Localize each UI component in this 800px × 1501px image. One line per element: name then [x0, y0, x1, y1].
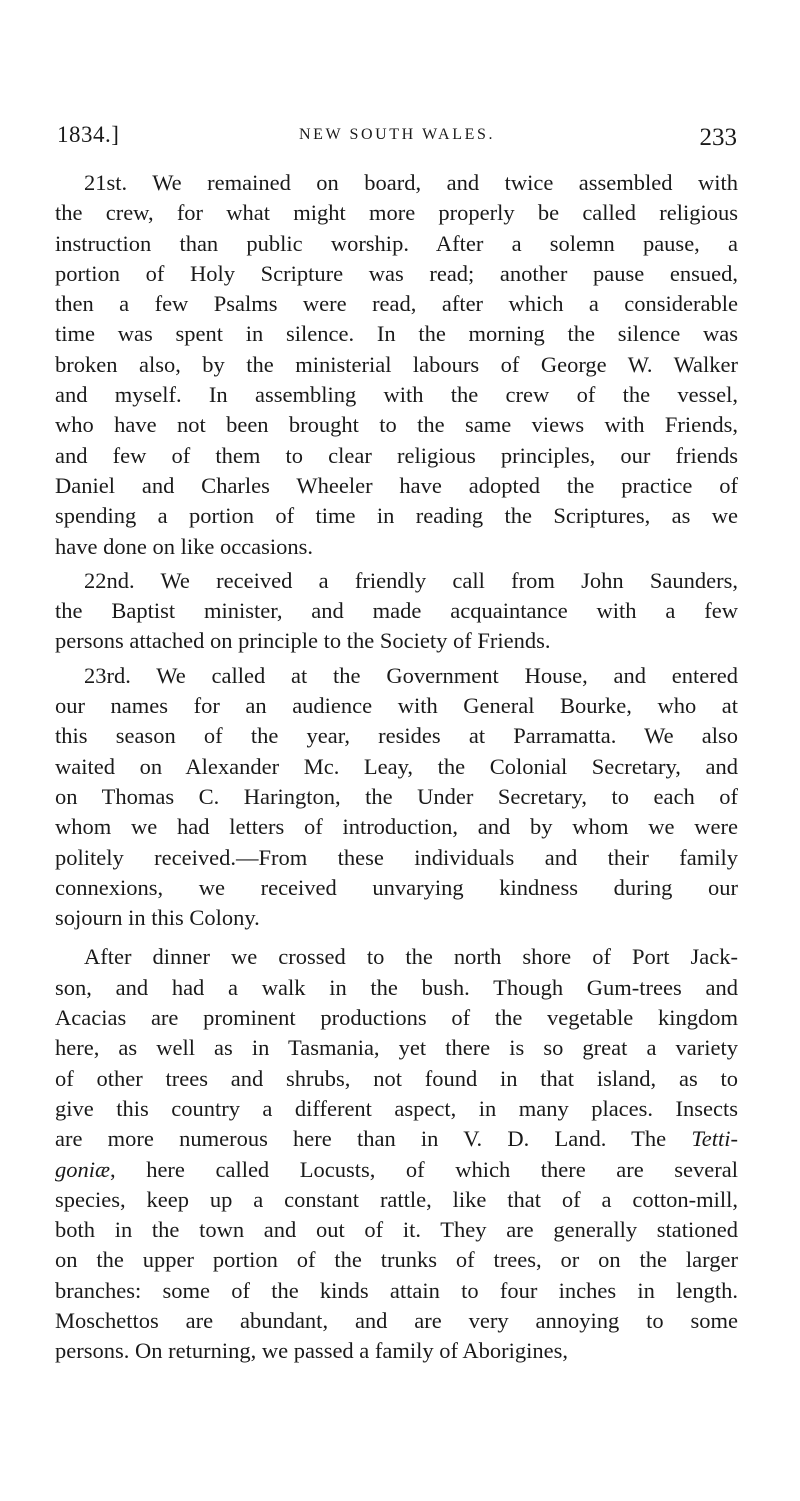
paragraph — [55, 168, 738, 562]
text-line: persons attached on principle to the Society of Friends. — [55, 628, 551, 654]
running-title: NEW SOUTH WALES. — [298, 126, 496, 143]
text-line: the crew, for what might more properly be called religious — [55, 200, 738, 226]
text-line: are more numerous here than in V. D. Land. The Tetti- — [55, 1126, 738, 1152]
paragraph — [55, 661, 738, 934]
text-line: and few of them to clear religious principles, our friends — [55, 442, 738, 468]
text-line: who have not been brought to the same views with Friends, — [55, 412, 738, 438]
page-number: 233 — [699, 124, 737, 151]
text-line: sojourn in this Colony. — [55, 905, 260, 931]
text-line: species, keep up a constant rattle, like that of a cotton-mill, — [55, 1186, 738, 1212]
paragraph — [55, 942, 738, 1366]
text-line: connexions, we received unvarying kindness during our — [55, 874, 738, 900]
text-line: portion of Holy Scripture was read; another pause ensued, — [55, 260, 738, 286]
text-line: 21st. We remained on board, and twice assembled with — [84, 170, 738, 195]
text-line: time was spent in silence. In the morning the silence was — [55, 321, 738, 347]
text-line: on Thomas C. Harington, the Under Secretary, to each of — [55, 783, 738, 809]
text-line: Moschettos are abundant, and are very annoying to some — [55, 1307, 738, 1333]
text-line: 22nd. We received a friendly call from John Saunders, — [84, 567, 738, 593]
text-line: the Baptist minister, and made acquaintance with a few — [55, 598, 738, 624]
header-year: 1834.] — [57, 122, 120, 147]
text-line: son, and had a walk in the bush. Though Gum-trees and — [55, 974, 738, 1000]
text-line: this season of the year, resides at Parramatta. We also — [55, 723, 738, 749]
text-line: instruction than public worship. After a solemn pause, a — [55, 230, 738, 256]
text-line: our names for an audience with General Bourke, who at — [55, 693, 738, 719]
page-body — [55, 168, 738, 1367]
text-line: Acacias are prominent productions of the vegetable kingdom — [55, 1005, 738, 1031]
text-line: 23rd. We called at the Government House, and entered — [84, 662, 738, 688]
text-line: waited on Alexander Mc. Leay, the Colonial Secretary, and — [55, 753, 738, 779]
text-line: and myself. In assembling with the crew of the vessel, — [55, 382, 738, 408]
text-line: spending a portion of time in reading the Scriptures, as we — [55, 503, 738, 529]
text-line: both in the town and out of it. They are generally stationed — [55, 1217, 738, 1243]
text-line: here, as well as in Tasmania, yet there is so great a variety — [55, 1035, 738, 1061]
text-line: goniæ, here called Locusts, of which there are several — [55, 1156, 738, 1182]
text-line: have done on like occasions. — [55, 533, 314, 559]
text-line: whom we had letters of introduction, and by whom we were — [55, 814, 738, 840]
text-line: After dinner we crossed to the north shore of Port Jack- — [84, 944, 738, 970]
text-line: on the upper portion of the trunks of trees, or on the larger — [55, 1247, 738, 1273]
text-line: politely received.—From these individuals and their family — [55, 844, 738, 870]
text-line: branches: some of the kinds attain to four inches in length. — [55, 1277, 738, 1303]
text-line: Daniel and Charles Wheeler have adopted the practice of — [55, 472, 738, 498]
running-header — [57, 118, 737, 152]
paragraph — [55, 566, 738, 657]
text-line: persons. On returning, we passed a family of Aborigines, — [55, 1338, 569, 1364]
text-line: of other trees and shrubs, not found in that island, as to — [55, 1065, 738, 1091]
text-line: give this country a different aspect, in many places. Insects — [55, 1095, 738, 1121]
text-line: then a few Psalms were read, after which a considerable — [55, 291, 738, 317]
text-line: broken also, by the ministerial labours of George W. Walker — [55, 351, 738, 377]
